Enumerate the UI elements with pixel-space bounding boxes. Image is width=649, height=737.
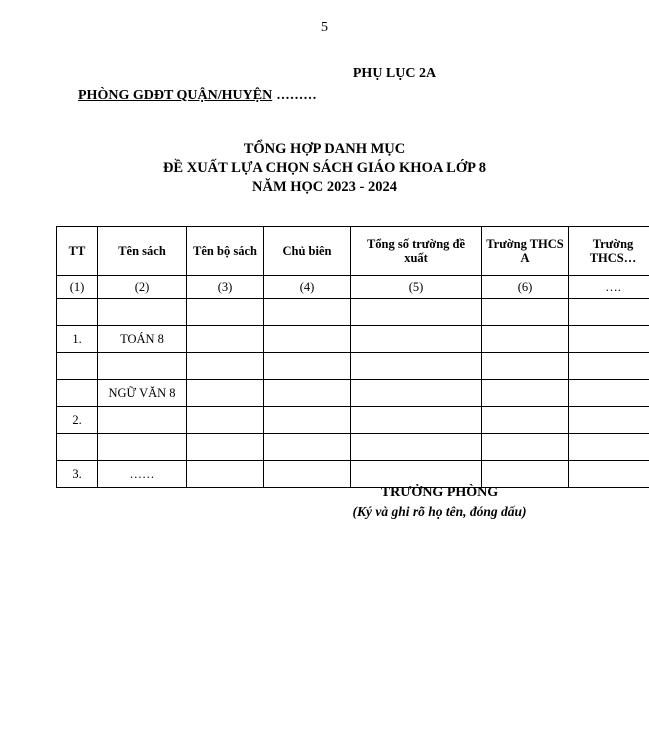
cell-chu-bien[interactable] xyxy=(264,299,351,326)
summary-table xyxy=(56,226,649,488)
cell-thcs-a[interactable] xyxy=(482,353,569,380)
cell-thcs-other[interactable] xyxy=(569,380,649,407)
cell-tt[interactable]: 3. xyxy=(57,461,98,488)
table-row xyxy=(57,434,649,461)
cell-ten-sach[interactable] xyxy=(98,434,187,461)
cell-ten-bo[interactable] xyxy=(187,434,264,461)
cell-ten-bo[interactable] xyxy=(187,407,264,434)
table-column-number-row xyxy=(57,276,649,299)
cell-ten-bo[interactable] xyxy=(187,353,264,380)
table-header xyxy=(57,227,649,276)
table-header-row xyxy=(57,227,649,276)
cell-tong[interactable] xyxy=(351,326,482,353)
cell-ten-sach[interactable]: TOÁN 8 xyxy=(98,326,187,353)
signature-title: TRƯỞNG PHÒNG xyxy=(380,485,499,500)
cell-tt[interactable]: 1. xyxy=(57,326,98,353)
cell-thcs-a[interactable] xyxy=(482,299,569,326)
appendix-label: PHỤ LỤC 2A xyxy=(352,66,437,81)
cell-ten-sach[interactable] xyxy=(98,407,187,434)
header-truong-thcs-a: Trường THCS A xyxy=(482,227,569,276)
cell-thcs-a[interactable] xyxy=(482,407,569,434)
title-line-1: TỔNG HỢP DANH MỤC xyxy=(243,141,406,157)
cell-thcs-a[interactable] xyxy=(482,434,569,461)
page-number: 5 xyxy=(321,20,328,35)
title-line-2: ĐỀ XUẤT LỰA CHỌN SÁCH GIÁO KHOA LỚP 8 xyxy=(162,160,487,176)
cell-tt[interactable] xyxy=(57,434,98,461)
cell-chu-bien[interactable] xyxy=(264,353,351,380)
title-line-3: NĂM HỌC 2023 - 2024 xyxy=(252,179,397,195)
document-title xyxy=(0,140,649,197)
colnum-6: (6) xyxy=(482,276,569,299)
colnum-1: (1) xyxy=(57,276,98,299)
header-ten-bo-sach: Tên bộ sách xyxy=(187,227,264,276)
colnum-4: (4) xyxy=(264,276,351,299)
department-label: PHÒNG GDĐT QUẬN/HUYỆN xyxy=(78,88,273,103)
header-ten-sach: Tên sách xyxy=(98,227,187,276)
cell-tong[interactable] xyxy=(351,299,482,326)
cell-chu-bien[interactable] xyxy=(264,407,351,434)
department-line xyxy=(78,88,317,104)
cell-tt[interactable] xyxy=(57,380,98,407)
colnum-5: (5) xyxy=(351,276,482,299)
cell-thcs-other[interactable] xyxy=(569,353,649,380)
cell-tt[interactable]: 2. xyxy=(57,407,98,434)
cell-tong[interactable] xyxy=(351,407,482,434)
cell-ten-bo[interactable] xyxy=(187,380,264,407)
cell-chu-bien[interactable] xyxy=(264,380,351,407)
department-dots: ......... xyxy=(272,88,318,103)
header-truong-thcs-other: Trường THCS… xyxy=(569,227,649,276)
cell-tong[interactable] xyxy=(351,353,482,380)
cell-ten-sach[interactable] xyxy=(98,299,187,326)
cell-thcs-a[interactable] xyxy=(482,380,569,407)
table-row xyxy=(57,326,649,353)
cell-thcs-other[interactable] xyxy=(569,299,649,326)
table-body xyxy=(57,276,649,488)
colnum-7: …. xyxy=(569,276,649,299)
signature-block xyxy=(0,483,649,521)
cell-ten-bo[interactable] xyxy=(187,299,264,326)
cell-thcs-other[interactable] xyxy=(569,326,649,353)
cell-ten-sach[interactable]: NGỮ VĂN 8 xyxy=(98,380,187,407)
cell-tt[interactable] xyxy=(57,353,98,380)
cell-ten-sach[interactable] xyxy=(98,353,187,380)
signature-note: (Ký và ghi rõ họ tên, đóng dấu) xyxy=(352,504,527,519)
cell-thcs-other[interactable] xyxy=(569,434,649,461)
cell-tong[interactable] xyxy=(351,434,482,461)
colnum-2: (2) xyxy=(98,276,187,299)
table-row xyxy=(57,407,649,434)
table-row xyxy=(57,299,649,326)
header-tong-so-truong-de-xuat: Tổng số trường đề xuất xyxy=(351,227,482,276)
cell-chu-bien[interactable] xyxy=(264,326,351,353)
table-row xyxy=(57,380,649,407)
cell-chu-bien[interactable] xyxy=(264,434,351,461)
header-chu-bien: Chủ biên xyxy=(264,227,351,276)
table-row xyxy=(57,353,649,380)
cell-thcs-other[interactable] xyxy=(569,407,649,434)
cell-thcs-a[interactable] xyxy=(482,326,569,353)
cell-ten-sach[interactable]: …… xyxy=(98,461,187,488)
colnum-3: (3) xyxy=(187,276,264,299)
header-tt: TT xyxy=(57,227,98,276)
cell-ten-bo[interactable] xyxy=(187,326,264,353)
cell-tt[interactable] xyxy=(57,299,98,326)
cell-tong[interactable] xyxy=(351,380,482,407)
